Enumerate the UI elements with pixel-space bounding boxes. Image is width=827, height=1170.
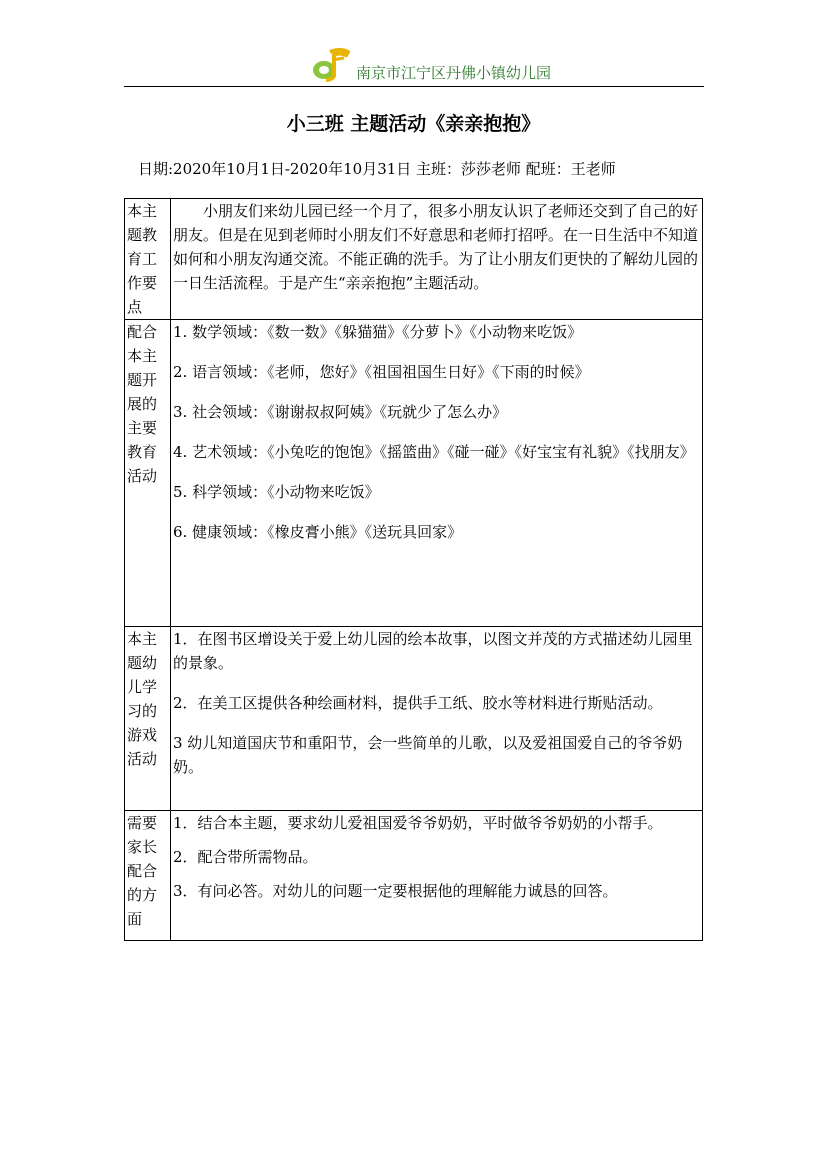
list-item: 4. 艺术领域：《小兔吃的饱饱》《摇篮曲》《碰一碰》《好宝宝有礼貌》《找朋友》	[173, 443, 695, 461]
list-item: 6. 健康领域：《橡皮膏小熊》《送玩具回家》	[173, 523, 463, 541]
row-label: 本主题幼儿学习的游戏活动	[125, 627, 171, 811]
row-label: 需要家长配合的方面	[125, 811, 171, 941]
table-row	[125, 811, 703, 941]
list-item: 1. 数学领域：《数一数》《躲猫猫》《分萝卜》《小动物来吃饭》	[173, 323, 583, 341]
row-content	[171, 199, 703, 320]
theme-plan-table	[124, 198, 703, 941]
date-and-teachers: 日期:2020年10月1日-2020年10月31日 主班：莎莎老师 配班：王老师	[138, 160, 616, 178]
list-item: 5. 科学领域：《小动物来吃饭》	[173, 483, 380, 501]
page-header	[124, 44, 704, 87]
list-item: 2. 语言领域：《老师，您好》《祖国祖国生日好》《下雨的时候》	[173, 363, 590, 381]
list-item: 3．有问必答。对幼儿的问题一定要根据他的理解能力诚恳的回答。	[173, 882, 618, 900]
page-title: 小三班 主题活动《亲亲抱抱》	[286, 113, 541, 135]
school-name: 南京市江宁区丹佛小镇幼儿园	[356, 64, 552, 82]
row-paragraph: 小朋友们来幼儿园已经一个月了，很多小朋友认识了老师还交到了自己的好朋友。但是在见到老师时小朋友们不好意思和老师打招呼。在一日生活中不知道如何和小朋友沟通交流。不能正确的洗手。为了让小朋友们更快的了解幼儿园的一日生活流程。于是产生“亲亲抱抱”主题活动。	[173, 202, 699, 292]
table-row	[125, 199, 703, 320]
list-item: 1．结合本主题，要求幼儿爱祖国爱爷爷奶奶，平时做爷爷奶奶的小帮手。	[173, 814, 663, 832]
list-item: 2．在美工区提供各种绘画材料，提供手工纸、胶水等材料进行斯贴活动。	[173, 694, 663, 712]
list-item: 1．在图书区增设关于爱上幼儿园的绘本故事，以图文并茂的方式描述幼儿园里的景象。	[173, 630, 693, 672]
row-label: 本主题教育工作要点	[125, 199, 171, 320]
row-content	[171, 811, 703, 941]
table-row	[125, 627, 703, 811]
kindergarten-logo-icon	[310, 46, 350, 82]
row-label: 配合本主题开展的主要教育活动	[125, 320, 171, 627]
row-content	[171, 627, 703, 811]
table-row	[125, 320, 703, 627]
list-item: 3. 社会领域：《谢谢叔叔阿姨》《玩就少了怎么办》	[173, 403, 508, 421]
list-item: 2．配合带所需物品。	[173, 848, 318, 866]
row-content	[171, 320, 703, 627]
list-item: 3 幼儿知道国庆节和重阳节，会一些简单的儿歌，以及爱祖国爱自己的爷爷奶奶。	[173, 734, 683, 776]
